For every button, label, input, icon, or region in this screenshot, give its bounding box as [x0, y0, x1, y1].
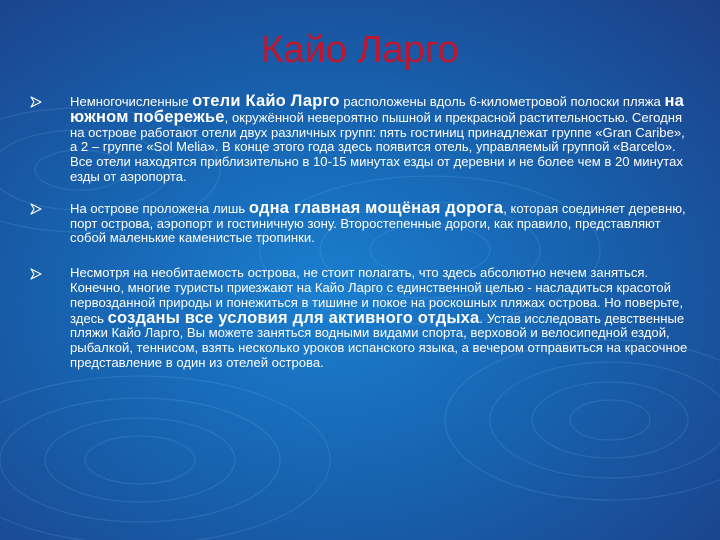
arrowhead-bullet-icon: [30, 268, 42, 280]
highlight-text: отели Кайо Ларго: [192, 92, 340, 110]
highlight-text: созданы все условия для активного отдыха: [107, 308, 480, 327]
bullet-text: [70, 198, 686, 246]
bullet-activities: [30, 266, 690, 371]
bullet-text: [70, 94, 685, 184]
bullet-hotels: [30, 94, 690, 185]
text-segment: . Устав исследовать девственные пляжи Кайо Ларго, Вы можете заняться водными видами спорта, верховой и велосипедной ездой, рыбалкой, теннисом, взять несколько уроков испанского языка, а вечером отправиться на красочное представление в один из отелей острова.: [70, 310, 688, 370]
slide-title: Кайо Ларго: [261, 29, 459, 71]
text-segment: , окружённой невероятно пышной и прекрасной растительностью. Сегодня на острове работают отели двух различных групп: пять гостиниц принадлежат группе «Gran Caribe», а 2 – группе «Sol Melia». В конце этого года здесь появится отель, управляемый группой «Barcelo». Все отели находятся приблизительно в 10-15 минутах езды от деревни и не более чем в 20 минутах езды от аэропорта.: [70, 109, 685, 184]
highlight-text: одна главная мощёная дорога: [248, 198, 504, 217]
text-segment: , которая соединяет деревню, порт острова, аэропорт и гостиничную зону. Второстепенные дороги, как правило, представляют собой маленькие каменистые тропинки.: [70, 200, 686, 246]
bullet-text: [70, 265, 687, 370]
bullet-road: [30, 198, 690, 246]
text-segment: Несмотря на необитаемость острова, не стоит полагать, что здесь абсолютно нечем заняться. Конечно, многие туристы приезжают на Кайо Ларго с единственной целью - насладиться красотой первозданной природы и понежиться в тишине и покое на роскошных пляжах острова. Но поверьте, здесь: [70, 265, 683, 326]
arrowhead-bullet-icon: [30, 96, 42, 108]
arrowhead-bullet-icon: [30, 203, 42, 215]
bullet-list: [30, 94, 690, 371]
text-segment: Немногочисленные: [70, 94, 193, 109]
text-segment: На острове проложена лишь: [70, 200, 249, 216]
text-segment: расположены вдоль 6-километровой полоски пляжа: [339, 94, 665, 109]
highlight-text: на южном побережье: [70, 92, 684, 126]
